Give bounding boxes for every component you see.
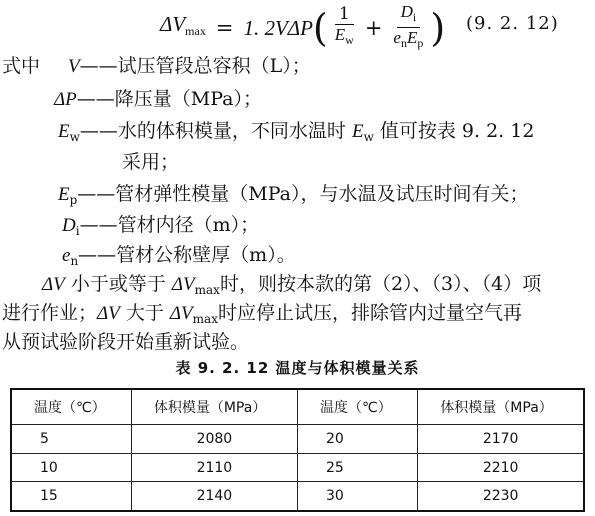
table-cell: 15 [11, 482, 131, 511]
formula [160, 2, 445, 53]
definition-v: V——试压管段总容积（L）； [68, 55, 311, 77]
definition-ew-line2: 采用； [122, 151, 180, 173]
paragraph-line-1: ΔV 小于或等于 $\Delta V_{max}$时，则按本款的第（2）、（3）、（4）项 [42, 273, 542, 297]
table-cell: 30 [297, 482, 417, 511]
header-modulus-2: 体积模量（MPa） [418, 389, 584, 425]
equation-number: (9. 2. 12) [466, 13, 559, 34]
header-modulus-1: 体积模量（MPa） [131, 389, 297, 425]
table-cell: 2140 [131, 482, 297, 511]
table-row [11, 482, 584, 511]
table-cell: 20 [297, 425, 417, 453]
table-row [11, 425, 584, 453]
table-caption: 表 9. 2. 12 温度与体积模量关系 [175, 359, 420, 377]
formula-plus: + [364, 15, 383, 40]
table-cell: 5 [11, 425, 131, 453]
right-paren: ) [430, 5, 446, 50]
paragraph-line-3: 从预试验阶段开始重新试验。 [2, 331, 250, 353]
fraction-1: $\frac{1}{E_w}$ [334, 4, 354, 47]
header-temperature-2: 温度（℃） [297, 389, 417, 425]
formula-coefficient: 1. 2VΔP [243, 15, 313, 40]
table-header-row [11, 389, 584, 425]
formula-equals: = [215, 15, 234, 40]
temperature-modulus-table [10, 388, 585, 512]
definition-di: $D_i——$管材内径（m）； [62, 214, 260, 238]
formula-lhs: $\Delta V_{max}$ [160, 12, 206, 38]
table-cell: 2230 [418, 482, 584, 511]
definition-ep: $E_p——$管材弹性模量（MPa），与水温及试压时间有关； [58, 183, 529, 207]
definitions-lead: 式中 [2, 55, 41, 77]
definition-delta-p: ΔP——降压量（MPa）； [54, 88, 262, 110]
table-cell: 2210 [418, 453, 584, 481]
header-temperature-1: 温度（℃） [11, 389, 131, 425]
definition-en: $e_n——$管材公称壁厚（m）。 [62, 244, 296, 268]
table-cell: 2170 [418, 425, 584, 453]
left-paren: ( [312, 5, 328, 50]
table-row [11, 453, 584, 481]
definition-ew: $E_w——$水的体积模量，不同水温时 $E_w$ 值可按表 9. 2. 12 [58, 120, 535, 144]
table-cell: 2110 [131, 453, 297, 481]
fraction-2: $\frac{D_i}{e_nE_p}$ [393, 2, 424, 50]
table-cell: 25 [297, 453, 417, 481]
table-cell: 2080 [131, 425, 297, 453]
paragraph-line-2: 进行作业；ΔV 大于 $\Delta V_{max}$时应停止试压，排除管内过量空气再 [2, 302, 522, 326]
table-cell: 10 [11, 453, 131, 481]
